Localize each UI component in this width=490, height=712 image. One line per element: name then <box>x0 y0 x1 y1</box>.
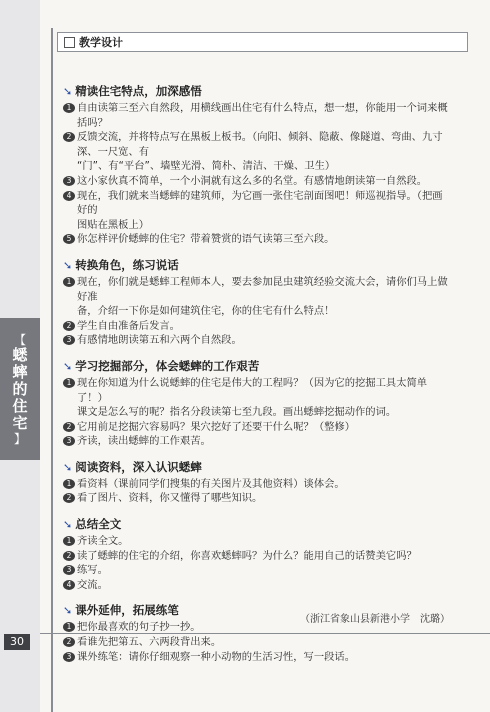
section-title <box>63 517 448 532</box>
item-number-badge: 2 <box>63 637 75 647</box>
list-item <box>63 130 448 174</box>
item-text: 交流。 <box>77 578 108 591</box>
item-number-badge: 2 <box>63 551 75 561</box>
lesson-section <box>63 460 448 506</box>
lesson-section <box>63 84 448 247</box>
arrow-icon: ➘ <box>63 604 73 618</box>
lesson-content <box>63 84 448 675</box>
frame-line-vertical <box>51 28 53 712</box>
item-number-badge: 2 <box>63 132 75 142</box>
item-number-badge: 1 <box>63 622 75 632</box>
list-item <box>63 376 448 420</box>
lesson-section <box>63 359 448 449</box>
section-title-text: 转换角色，练习说话 <box>75 257 179 272</box>
item-number-badge: 1 <box>63 479 75 489</box>
item-number-badge: 4 <box>63 580 75 590</box>
section-title <box>63 84 448 99</box>
author-credit: （浙江省象山县新港小学 沈璐） <box>300 614 450 625</box>
list-item <box>63 333 448 348</box>
section-title-text: 阅读资料，深入认识蟋蟀 <box>75 459 202 474</box>
list-item <box>63 578 448 593</box>
list-item <box>63 434 448 449</box>
section-title-text: 学习挖掘部分，体会蟋蟀的工作艰苦 <box>75 358 260 373</box>
item-text: 现在，你们就是蟋蟀工程师本人，要去参加昆虫建筑经验交流大会，请你们马上做好准 备，介绍一下你是如何建筑住宅，你的住宅有什么特点！ <box>77 275 448 318</box>
item-text: 有感情地朗读第五和六两个自然段。 <box>77 334 242 347</box>
item-text: 课外练笔：请你仔细观察一种小动物的生活习性，写一段话。 <box>77 650 356 663</box>
item-number-badge: 3 <box>63 176 75 186</box>
checkbox-icon <box>64 37 75 48</box>
item-text: 齐读全文。 <box>77 535 129 548</box>
list-item <box>63 563 448 578</box>
item-number-badge: 5 <box>63 234 75 244</box>
item-number-badge: 2 <box>63 493 75 503</box>
arrow-icon: ➘ <box>63 359 73 373</box>
section-title-text: 精读住宅特点，加深感悟 <box>75 84 202 98</box>
list-item <box>63 174 448 189</box>
bracket-close: 】 <box>13 431 26 446</box>
section-title-text: 总结全文 <box>75 517 122 532</box>
list-item <box>63 275 448 319</box>
list-item <box>63 549 448 564</box>
item-text: 看谁先把第五、六两段背出来。 <box>77 636 222 649</box>
arrow-icon: ➘ <box>63 85 73 98</box>
item-number-badge: 2 <box>63 321 75 331</box>
item-number-badge: 1 <box>63 378 75 388</box>
item-number-badge: 3 <box>63 565 75 575</box>
list-item <box>63 420 448 435</box>
list-item <box>63 319 448 334</box>
item-text: 练写。 <box>77 564 108 577</box>
section-title <box>63 460 448 475</box>
item-text: 现在，我们就来当蟋蟀的建筑师，为它画一张住宅剖面图吧！师巡视指导。（把画好的 图贴在黑板上） <box>77 189 443 231</box>
item-number-badge: 2 <box>63 422 75 432</box>
section-title <box>63 258 448 273</box>
item-text: 这小家伙真不简单，一个小洞就有这么多的名堂。有感情地朗读第一自然段。 <box>77 174 428 187</box>
item-number-badge: 1 <box>63 103 75 113</box>
arrow-icon: ➘ <box>63 460 73 474</box>
list-item <box>63 189 448 233</box>
arrow-icon: ➘ <box>63 258 73 272</box>
item-number-badge: 1 <box>63 536 75 546</box>
list-item <box>63 650 448 665</box>
list-item <box>63 534 448 549</box>
list-item <box>63 232 448 247</box>
item-text: 它用前足挖掘穴容易吗？果穴挖好了还要干什么呢？（整修） <box>77 420 356 433</box>
header-label: 教学设计 <box>79 36 123 49</box>
item-text: 看资料（课前同学们搜集的有关图片及其他资料）谈体会。 <box>77 477 345 490</box>
section-title-text: 课外延伸，拓展练笔 <box>75 603 179 618</box>
item-text: 现在你知道为什么说蟋蟀的住宅是伟大的工程吗？（因为它的挖掘工具太简单了！） 课文是怎么写的呢？指名分段读第七至九段。画出蟋蟀挖掘动作的词。 <box>77 376 428 419</box>
list-item <box>63 635 448 650</box>
list-item <box>63 491 448 506</box>
chapter-side-tab <box>0 318 40 460</box>
arrow-icon: ➘ <box>63 518 73 532</box>
item-text: 齐读，读出蟋蟀的工作艰苦。 <box>77 435 211 448</box>
item-number-badge: 3 <box>63 436 75 446</box>
list-item <box>63 477 448 492</box>
item-text: 看了图片、资料，你又懂得了哪些知识。 <box>77 492 263 505</box>
section-header <box>57 32 468 52</box>
item-number-badge: 3 <box>63 335 75 345</box>
item-text: 你怎样评价蟋蟀的住宅？带着赞赏的语气读第三至六段。 <box>77 233 335 246</box>
lesson-section <box>63 517 448 592</box>
item-number-badge: 3 <box>63 652 75 662</box>
item-number-badge: 4 <box>63 191 75 201</box>
chapter-title: 蟋蟀的住宅 <box>10 346 29 432</box>
lesson-section <box>63 258 448 348</box>
list-item <box>63 101 448 130</box>
page-number: 30 <box>4 634 30 650</box>
item-text: 自由读第三至六自然段，用横线画出住宅有什么特点，想一想，你能用一个词来概括吗？ <box>77 102 448 129</box>
item-text: 把你最喜欢的句子抄一抄。 <box>77 621 201 634</box>
item-number-badge: 1 <box>63 277 75 287</box>
section-title <box>63 359 448 374</box>
item-text: 反馈交流，并将特点写在黑板上板书。（向阳、倾斜、隐蔽、像隧道、弯曲、九寸深、一尺宽、有 “门”、有“平台”、墙壁光滑、简朴、清洁、干燥、卫生） <box>77 131 443 173</box>
item-text: 读了蟋蟀的住宅的介绍，你喜欢蟋蟀吗？为什么？能用自己的话赞美它吗？ <box>77 549 417 562</box>
bracket-open: 【 <box>13 332 26 347</box>
item-text: 学生自由准备后发言。 <box>77 319 180 332</box>
